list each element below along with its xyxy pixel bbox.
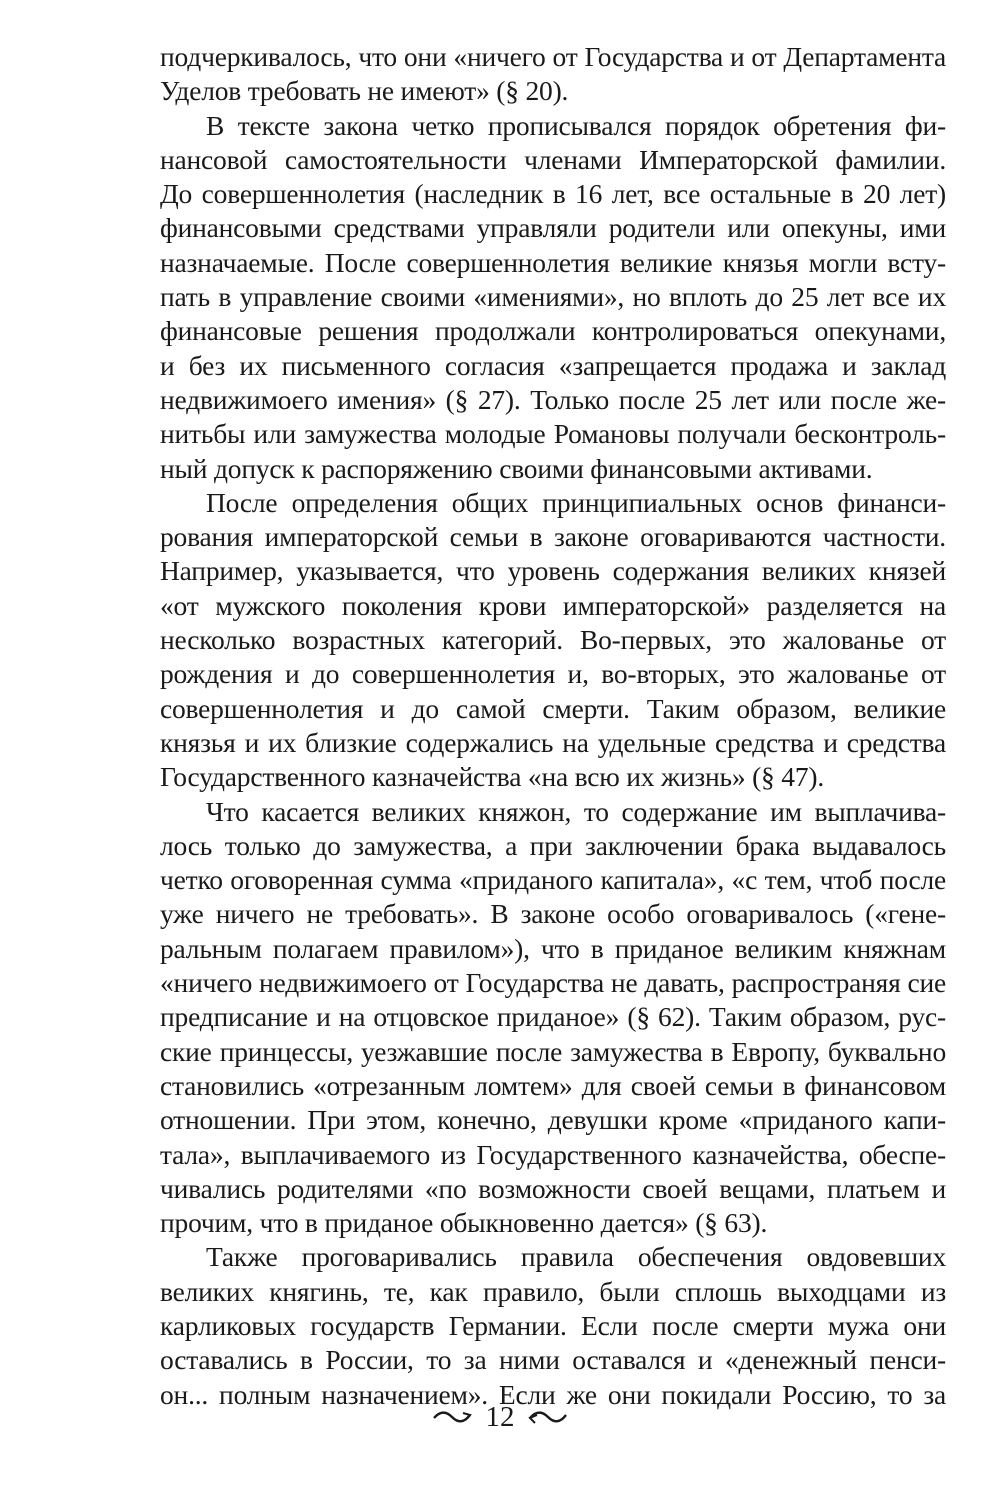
text-line: Что касается великих княжон, то содержание им выплачива- xyxy=(206,795,946,827)
text-line: лось только до замужества, а при заключении брака выдавалось xyxy=(160,829,946,861)
text-line: совершеннолетия и до самой смерти. Таким образом, великие xyxy=(160,692,946,724)
text-line: нансовой самостоятельности членами Императорской фамилии. xyxy=(160,143,946,175)
text-line: карликовых государств Германии. Если после смерти мужа они xyxy=(160,1309,946,1341)
text-line: он... полным назначением». Если же они покидали Россию, то за xyxy=(160,1378,946,1410)
text-line: нитьбы или замужества молодые Романовы получали бесконтроль- xyxy=(160,418,946,450)
text-line: тала», выплачиваемого из Государственного казначейства, обеспе- xyxy=(160,1138,946,1170)
text-line: ный допуск к распоряжению своими финансовыми активами. xyxy=(160,452,873,484)
text-line: До совершеннолетия (наследник в 16 лет, все остальные в 20 лет) xyxy=(160,178,946,210)
text-line: Также проговаривались правила обеспечения овдовевших xyxy=(206,1241,946,1273)
text-line: пать в управление своими «имениями», но вплоть до 25 лет все их xyxy=(160,281,946,313)
text-line: рождения и до совершеннолетия и, во-вторых, это жалованье от xyxy=(160,658,946,690)
tilde-ornament-left-icon xyxy=(432,1410,472,1424)
text-lines xyxy=(160,40,946,1412)
text-line: четко оговоренная сумма «приданого капитала», «с тем, чтоб после xyxy=(160,864,946,896)
text-line: ральным полагаем правилом»), что в приданое великим княжнам xyxy=(160,932,946,964)
text-line: финансовыми средствами управляли родители или опекуны, ими xyxy=(160,212,946,244)
text-line: финансовые решения продолжали контролироваться опекунами, xyxy=(160,315,946,347)
text-line: князья и их близкие содержались на удельные средства и средства xyxy=(160,726,946,758)
text-line: чивались родителями «по возможности своей вещами, платьем и xyxy=(160,1172,946,1204)
page-number: 12 xyxy=(485,1401,515,1434)
text-line: и без их письменного согласия «запрещается продажа и заклад xyxy=(160,349,946,381)
page-footer xyxy=(0,1398,1000,1434)
text-line: предписание и на отцовское приданое» (§ 62). Таким образом, рус- xyxy=(160,1001,946,1033)
text-line: рования императорской семьи в законе оговариваются частности. xyxy=(160,521,946,553)
text-line: В тексте закона четко прописывался порядок обретения фи- xyxy=(206,109,946,141)
text-line: Уделов требовать не имеют» (§ 20). xyxy=(160,75,569,107)
text-line: отношении. При этом, конечно, девушки кроме «приданого капи- xyxy=(160,1104,946,1136)
text-line: ские принцессы, уезжавшие после замужества в Европу, буквально xyxy=(160,1035,946,1067)
text-line: недвижимоего имения» (§ 27). Только после 25 лет или после же- xyxy=(160,383,946,415)
text-line: прочим, что в приданое обыкновенно дается» (§ 63). xyxy=(160,1207,768,1239)
text-line: оставались в России, то за ними оставался и «денежный пенси- xyxy=(160,1344,946,1376)
text-line: Например, указывается, что уровень содержания великих князей xyxy=(160,555,946,587)
text-line: «от мужского поколения крови императорской» разделяется на xyxy=(160,589,946,621)
text-line: становились «отрезанным ломтем» для своей семьи в финансовом xyxy=(160,1069,946,1101)
text-line: После определения общих принципиальных основ финанси- xyxy=(206,486,946,518)
text-line: великих княгинь, те, как правило, были сплошь выходцами из xyxy=(160,1275,946,1307)
text-line: назначаемые. После совершеннолетия великие князья могли всту- xyxy=(160,246,946,278)
tilde-ornament-right-icon xyxy=(528,1410,568,1424)
text-line: несколько возрастных категорий. Во-первых, это жалованье от xyxy=(160,624,946,656)
page-body xyxy=(160,40,946,1412)
text-line: «ничего недвижимоего от Государства не давать, распространяя сие xyxy=(160,967,946,999)
text-line: уже ничего не требовать». В законе особо оговаривалось («гене- xyxy=(160,898,946,930)
text-line: подчеркивалось, что они «ничего от Государства и от Департамента xyxy=(160,41,946,72)
text-line: Государственного казначейства «на всю их жизнь» (§ 47). xyxy=(160,761,825,793)
